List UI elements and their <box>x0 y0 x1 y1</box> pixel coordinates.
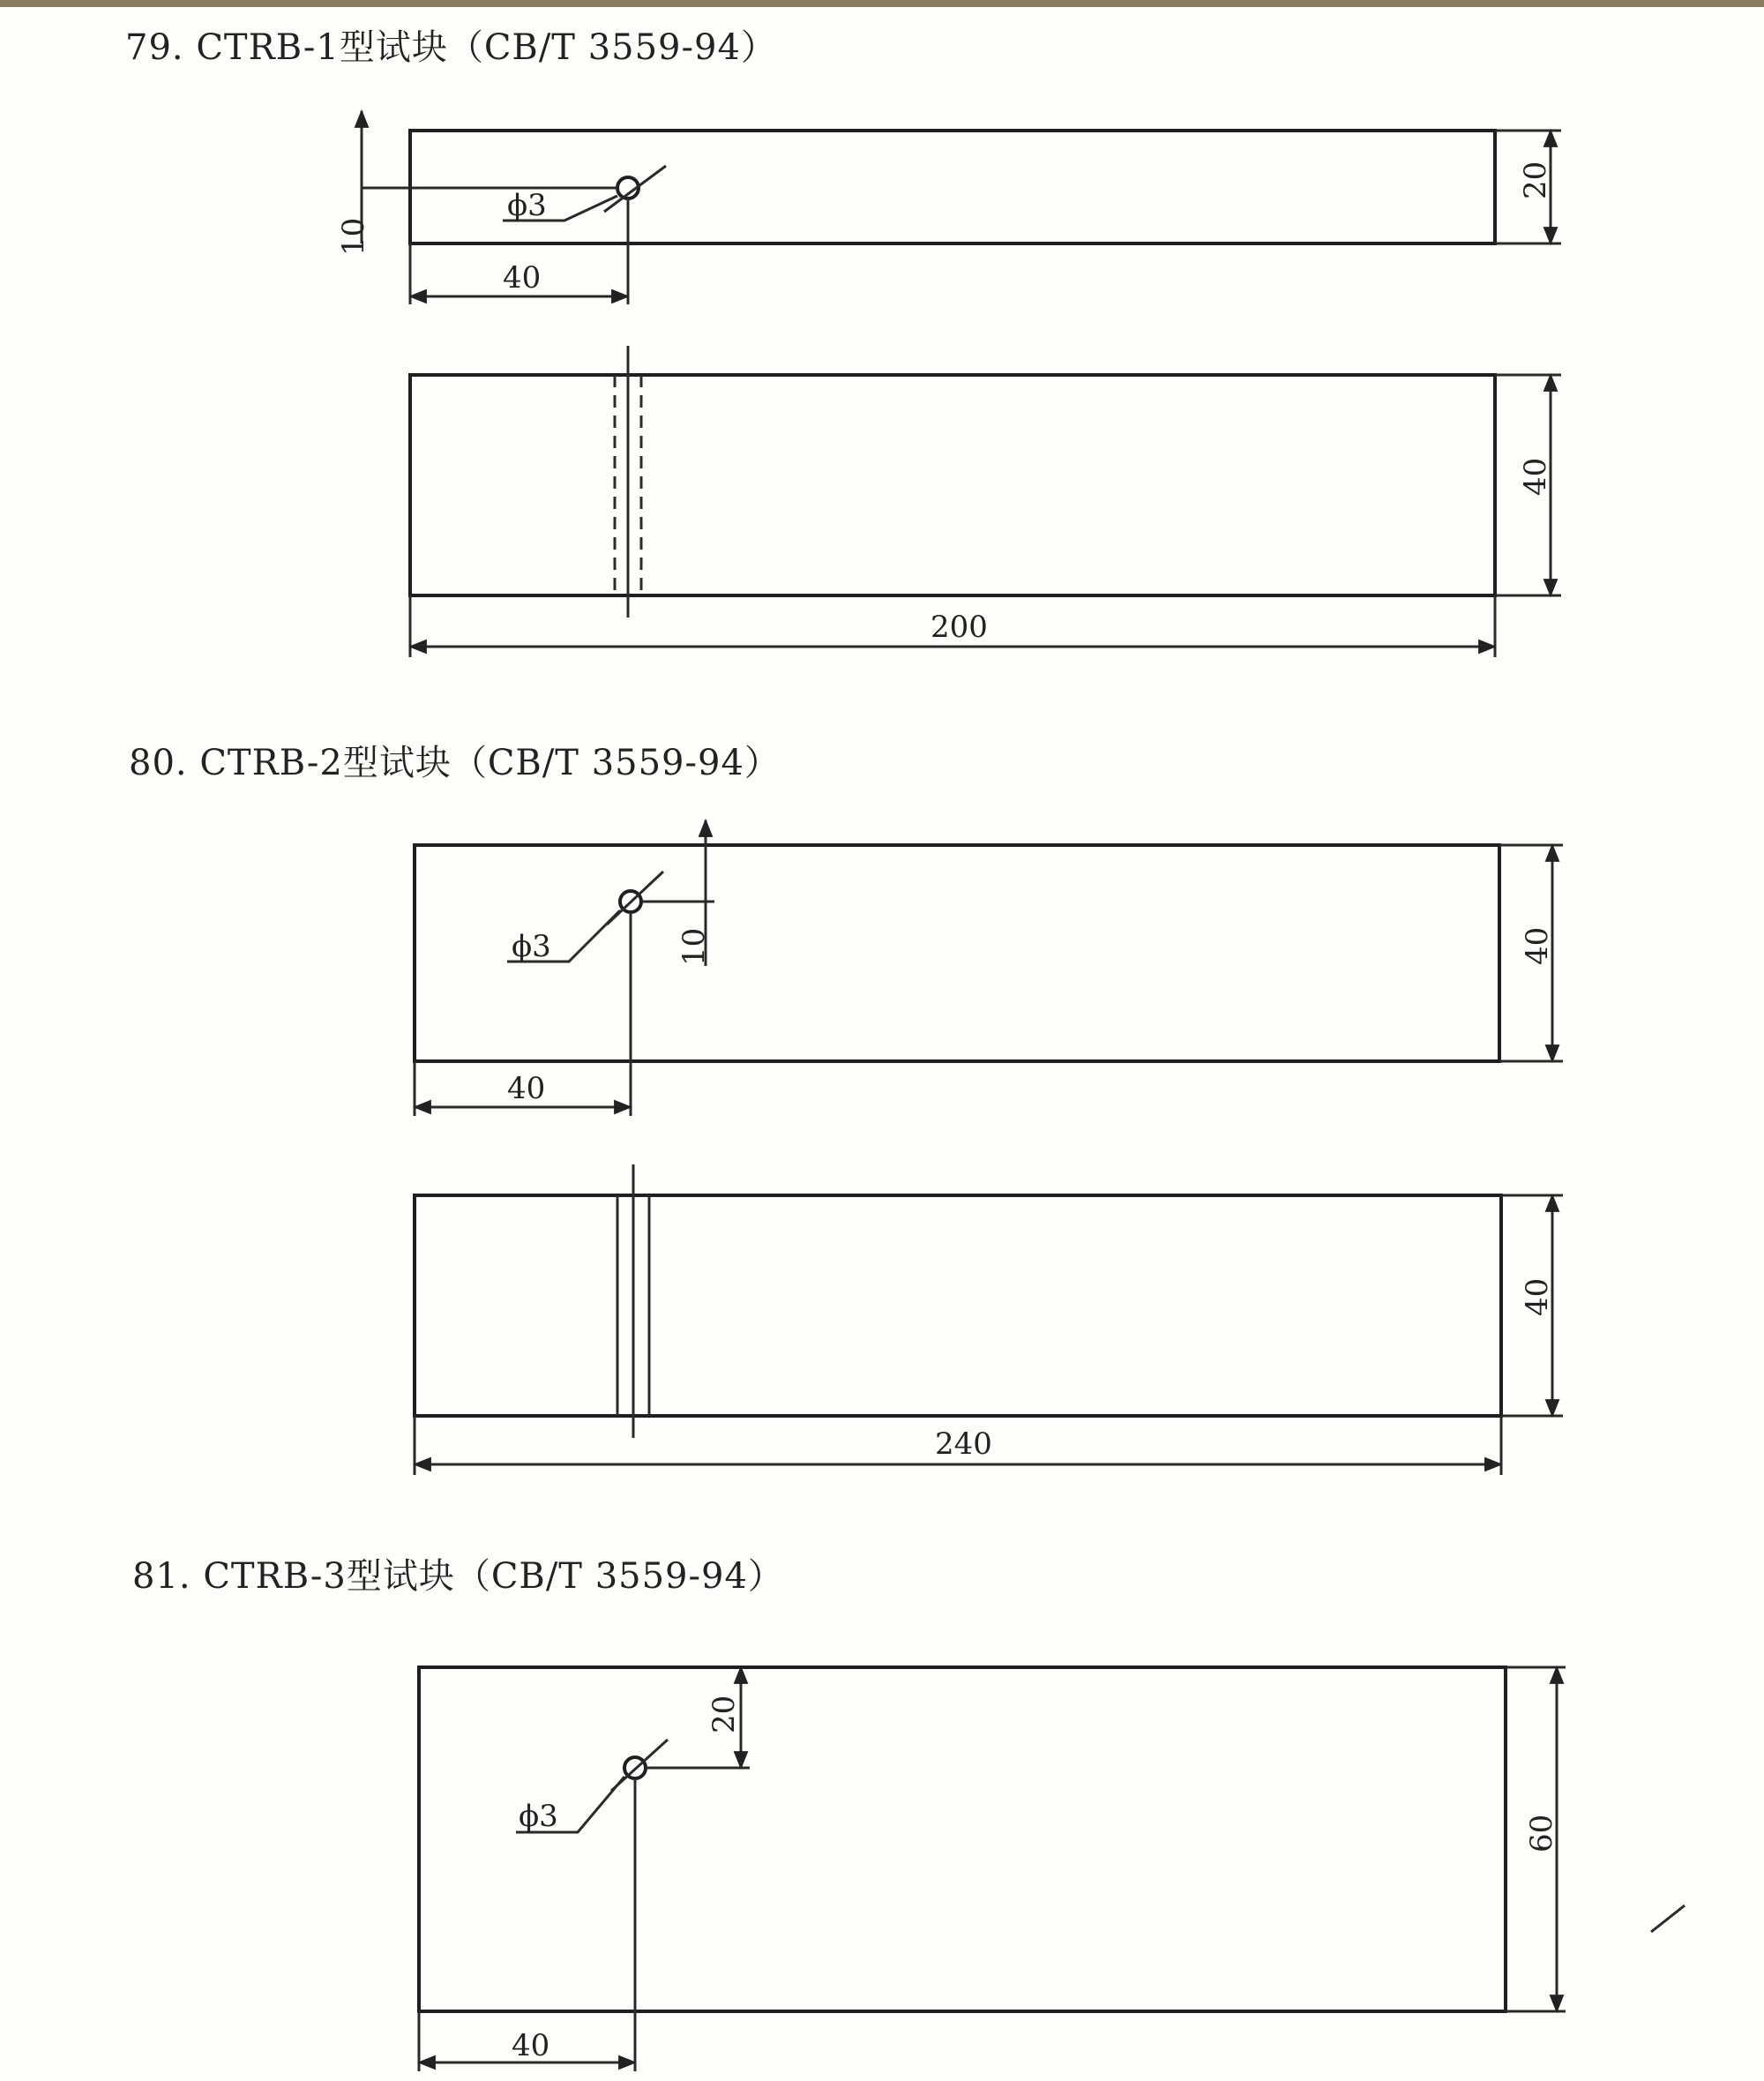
ctrb-3-top-view <box>419 1667 1566 2071</box>
section-heading-81: 81. CTRB-3型试块（CB/T 3559-94） <box>132 1556 784 1597</box>
ctrb-3-top-outline <box>419 1667 1506 2011</box>
ctrb-2-side-outline <box>415 1195 1501 1416</box>
ctrb-3-position-dim: 40 <box>512 2028 550 2063</box>
ctrb-1-side-outline <box>410 375 1495 595</box>
ctrb-2-thickness-dim: 40 <box>1520 926 1555 965</box>
ctrb-2-hole-label: ϕ3 <box>512 929 551 964</box>
ctrb-2-height-dim: 40 <box>1520 1277 1555 1316</box>
ctrb-1-hole-label: ϕ3 <box>507 188 547 223</box>
ctrb-1-offset-dim: 10 <box>336 217 371 256</box>
ctrb-2-offset-dim: 10 <box>676 927 712 966</box>
ctrb-1-side-view <box>410 346 1561 657</box>
ctrb-2-top-view <box>415 820 1563 1116</box>
ctrb-2-side-view <box>415 1164 1563 1475</box>
ctrb-2-length-dim: 240 <box>935 1426 992 1462</box>
ctrb-3-hole-label: ϕ3 <box>519 1799 558 1834</box>
ctrb-3-offset-dim: 20 <box>706 1695 742 1733</box>
ctrb-2-position-dim: 40 <box>507 1071 546 1106</box>
section-heading-80: 80. CTRB-2型试块（CB/T 3559-94） <box>129 743 781 783</box>
ctrb-1-length-dim: 200 <box>931 610 988 645</box>
ctrb-3-thickness-dim: 60 <box>1524 1814 1559 1853</box>
section-heading-79: 79. CTRB-1型试块（CB/T 3559-94） <box>125 27 777 68</box>
scan-mark <box>1651 1905 1685 1932</box>
ctrb-1-height-dim: 40 <box>1518 457 1553 496</box>
ctrb-1-thickness-dim: 20 <box>1518 161 1553 199</box>
ctrb-1-top-view <box>336 111 1561 304</box>
ctrb-1-position-dim: 40 <box>503 260 542 296</box>
